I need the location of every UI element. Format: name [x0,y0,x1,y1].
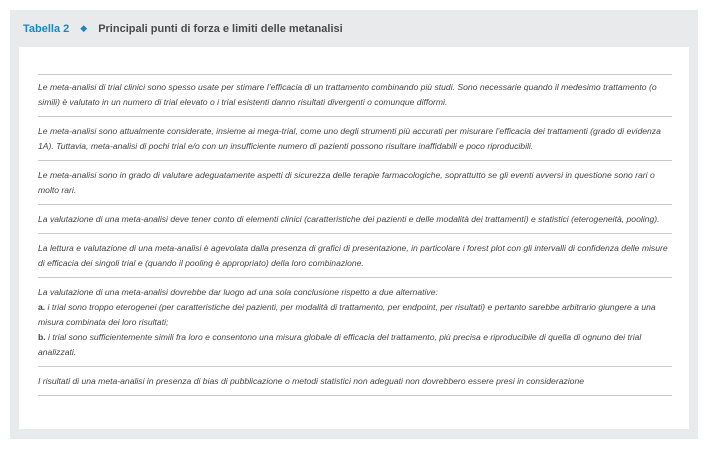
row-text: Le meta-analisi di trial clinici sono spesso usate per stimare l’efficacia di un trattamento combinando più studi. Sono necessarie quando il medesimo trattamento (o simili) è valutato in un numero di trial elevato o i trial esistenti danno risultati divergenti o comunque difformi. [38,82,657,107]
table-row [38,74,672,117]
table-label: Tabella 2 [23,22,70,35]
table-row [38,117,672,161]
table-row [38,205,672,234]
table-row [38,367,672,396]
list-marker: a. [38,302,46,312]
list-item [38,300,672,330]
table-frame [10,10,698,439]
table-rows [38,74,672,396]
table-title: Principali punti di forza e limiti delle metanalisi [98,22,343,35]
list-marker: b. [38,332,46,342]
table-row [38,234,672,278]
list-item [38,330,672,360]
table-body [19,47,689,429]
row-text: I risultati di una meta-analisi in presenza di bias di pubblicazione o metodi statistici non adeguati non dovrebbero essere presi in considerazione [38,376,585,386]
table-row [38,161,672,205]
row-text: Le meta-analisi sono in grado di valutare adeguatamente aspetti di sicurezza delle terapie farmacologiche, soprattutto se gli eventi avversi in questione sono rari o molto rari. [38,170,655,195]
row-text: Le meta-analisi sono attualmente considerate, insieme ai mega-trial, come uno degli strumenti più accurati per misurare l’efficacia dei trattamenti (grado di evidenza 1A). Tuttavia, meta-analisi di pochi trial e/o con un insufficiente numero di pazienti possono risultare inaffidabili e poco riproducibili. [38,126,661,151]
row-text: La valutazione di una meta-analisi dovrebbe dar luogo ad una sola conclusione rispetto a due alternative: [38,287,438,297]
table-header [10,10,698,47]
list-item-text: i trial sono sufficientemente simili fra loro e consentono una misura globale di efficacia del trattamento, più precisa e riproducibile di quella di ognuno dei trial analizzati. [38,332,642,357]
list-item-text: i trial sono troppo eterogenei (per caratteristiche dei pazienti, per modalità di trattamento, per endpoint, per risultati) e pertanto sarebbe arbitrario giungere a una misura combinata dei loro risultati; [38,302,656,327]
row-text: La valutazione di una meta-analisi deve tener conto di elementi clinici (caratteristiche dei pazienti e delle modalità dei trattamenti) e statistici (eterogeneità, pooling). [38,214,660,224]
diamond-icon: ◆ [80,23,88,33]
table-row [38,278,672,367]
row-text: La lettura e valutazione di una meta-analisi è agevolata dalla presenza di grafici di presentazione, in particolare i forest plot con gli intervalli di confidenza delle misure di efficacia dei singoli trial e (quando il pooling è appropriato) della loro combinazione. [38,243,668,268]
